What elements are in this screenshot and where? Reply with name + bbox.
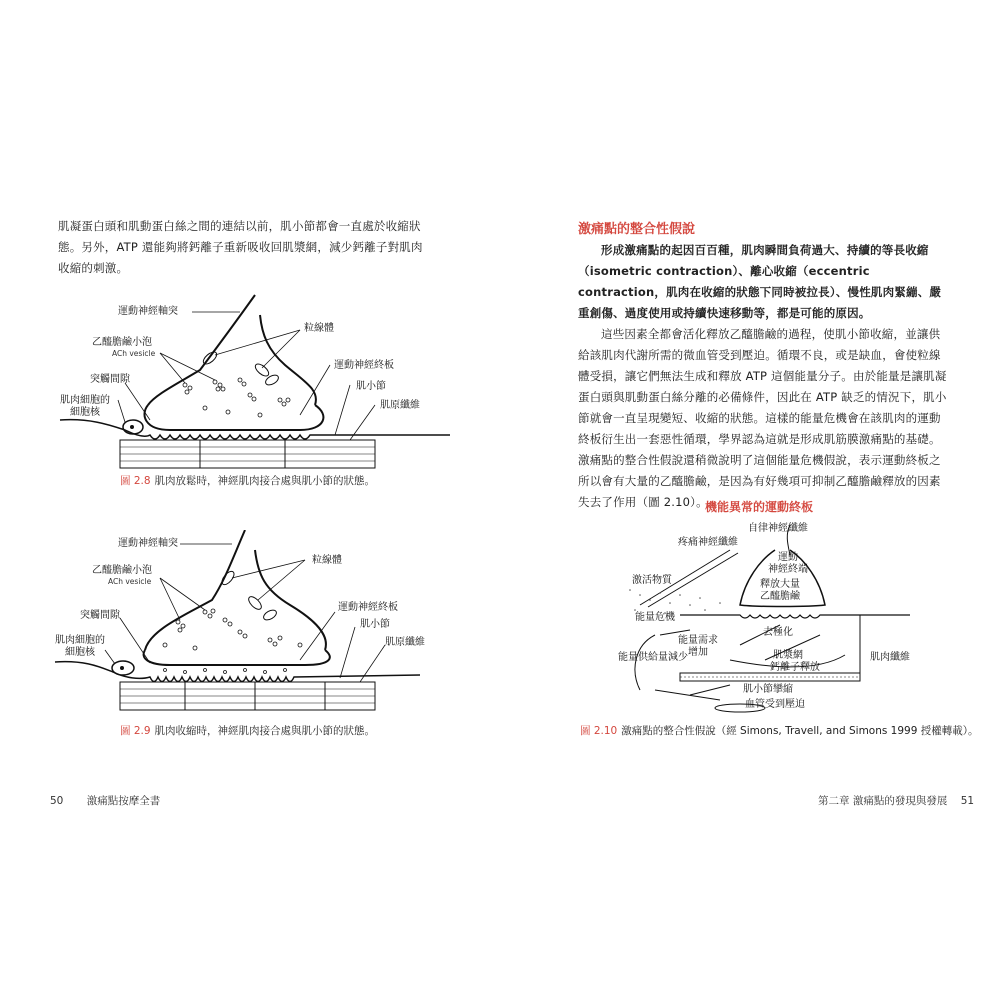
right-paragraph-2: 這些因素全都會活化釋放乙醯膽鹼的過程，使肌小節收縮，並讓供給該肌肉代謝所需的微血管受到壓迫。循環不良，或是缺血，會使粒線體受損，讓它們無法生成和釋放 ATP 這個能量分子。由於能量是讓肌凝蛋白頭與肌動蛋白絲分離的必備條件，因此在 ATP 缺乏的情況下，肌小節就會一直呈現變短、收縮的狀態。這樣的能量危機會在該肌肉的運動終板衍生出一套惡性循環，學界認為這就是形成肌筋膜激痛點的基礎。激痛點的整合性假說還稍微說明了這個能量危機假說，表示運動終板之所以會有大量的乙醯膽鹼，是因為有好幾項可抑制乙醯膽鹼釋放的因素失去了作用（圖 2.10）。 bbox=[578, 327, 947, 509]
fig29-caption-number: 圖 2.9 bbox=[120, 725, 151, 737]
fig210-caption-text: 激痛點的整合性假說（經 Simons, Travell, and Simons 1999 授權轉載）。 bbox=[621, 725, 979, 737]
fig28-label-sarcomere: 肌小節 bbox=[356, 381, 386, 392]
fig210-caption-number: 圖 2.10 bbox=[580, 725, 618, 737]
fig28-caption bbox=[120, 473, 375, 488]
fig28-label-cleft: 突觸間隙 bbox=[90, 374, 130, 385]
fig29-label-nucleus: 肌肉細胞的 細胞核 bbox=[55, 635, 105, 658]
fig210-label-ca-release: 鈣離子釋放 bbox=[770, 662, 820, 673]
figure-2-8 bbox=[0, 290, 500, 500]
fig29-label-vesicle: 乙醯膽鹼小泡 bbox=[92, 565, 152, 576]
fig210-label-energy-demand: 能量需求 增加 bbox=[678, 635, 718, 658]
fig29-label-axon: 運動神經軸突 bbox=[118, 538, 178, 549]
left-intro-paragraph: 肌凝蛋白頭和肌動蛋白絲之間的連結以前，肌小節都會一直處於收縮狀態。另外，ATP 還能夠將鈣離子重新吸收回肌漿網，減少鈣離子對肌肉收縮的刺激。 bbox=[58, 219, 423, 275]
fig28-label-endplate: 運動神經終板 bbox=[334, 360, 394, 371]
figure-2-10 bbox=[580, 495, 979, 745]
fig28-label-mito: 粒線體 bbox=[304, 323, 334, 334]
fig210-label-muscle-fiber: 肌肉纖維 bbox=[870, 652, 910, 663]
fig210-title: 機能異常的運動終板 bbox=[705, 500, 814, 514]
fig28-caption-text: 肌肉放鬆時，神經肌肉接合處與肌小節的狀態。 bbox=[154, 475, 376, 487]
fig28-label-fiber: 肌原纖維 bbox=[380, 400, 420, 411]
section-title: 激痛點的整合性假說 bbox=[578, 222, 696, 237]
fig28-label-vesicle: 乙醯膽鹼小泡 bbox=[92, 337, 152, 348]
fig29-label-mito: 粒線體 bbox=[312, 555, 342, 566]
fig29-label-cleft: 突觸間隙 bbox=[80, 610, 120, 621]
fig28-caption-number: 圖 2.8 bbox=[120, 475, 151, 487]
right-footer bbox=[818, 793, 974, 808]
fig210-label-autonomic: 自律神經纖維 bbox=[748, 523, 808, 534]
fig29-label-sarcomere: 肌小節 bbox=[360, 619, 390, 630]
fig210-label-pain: 疼痛神經纖維 bbox=[678, 537, 738, 548]
fig210-label-vessel: 血管受到壓迫 bbox=[745, 699, 805, 710]
figure-2-9 bbox=[0, 530, 500, 740]
left-page-number: 50 bbox=[50, 795, 64, 807]
fig210-label-sarcomere-short: 肌小節攣縮 bbox=[743, 684, 793, 695]
fig210-caption bbox=[580, 723, 979, 738]
right-paragraph-1: 形成激痛點的起因百百種，肌肉瞬間負荷過大、持續的等長收縮（isometric contraction）、離心收縮（eccentric contraction，肌肉在收縮的狀態下同時被拉長）、慢性肌肉緊繃、嚴重創傷、過度使用或持續快速移動等，都是可能的原因。 bbox=[578, 243, 942, 320]
fig29-caption-text: 肌肉收縮時，神經肌肉接合處與肌小節的狀態。 bbox=[154, 725, 376, 737]
right-page-number: 51 bbox=[960, 795, 975, 807]
left-book-title: 激痛點按摩全書 bbox=[86, 795, 161, 807]
fig210-label-energy-crisis: 能量危機 bbox=[635, 612, 675, 623]
fig28-label-vesicle-en: ACh vesicle bbox=[112, 349, 156, 358]
fig210-label-sr: 肌漿網 bbox=[773, 650, 803, 661]
fig28-label-nucleus: 肌肉細胞的 細胞核 bbox=[60, 395, 110, 418]
right-chapter-title: 第二章 激痛點的發現與發展 bbox=[818, 795, 948, 807]
fig29-label-vesicle-en: ACh vesicle bbox=[108, 577, 152, 586]
fig29-label-endplate: 運動神經終板 bbox=[338, 602, 398, 613]
fig210-label-motor-terminal: 運動 神經終端 bbox=[768, 552, 808, 575]
fig29-caption bbox=[120, 723, 375, 738]
fig210-label-supply-down: 能量供給量減少 bbox=[618, 652, 688, 663]
fig210-label-release-ach: 釋放大量 乙醯膽鹼 bbox=[760, 579, 800, 602]
fig210-label-sensitizers: 激活物質 bbox=[632, 575, 672, 586]
fig29-label-fiber: 肌原纖維 bbox=[385, 637, 425, 648]
fig28-label-axon: 運動神經軸突 bbox=[118, 306, 178, 317]
left-footer bbox=[50, 793, 160, 808]
fig210-label-depolarize: 去極化 bbox=[763, 627, 793, 638]
